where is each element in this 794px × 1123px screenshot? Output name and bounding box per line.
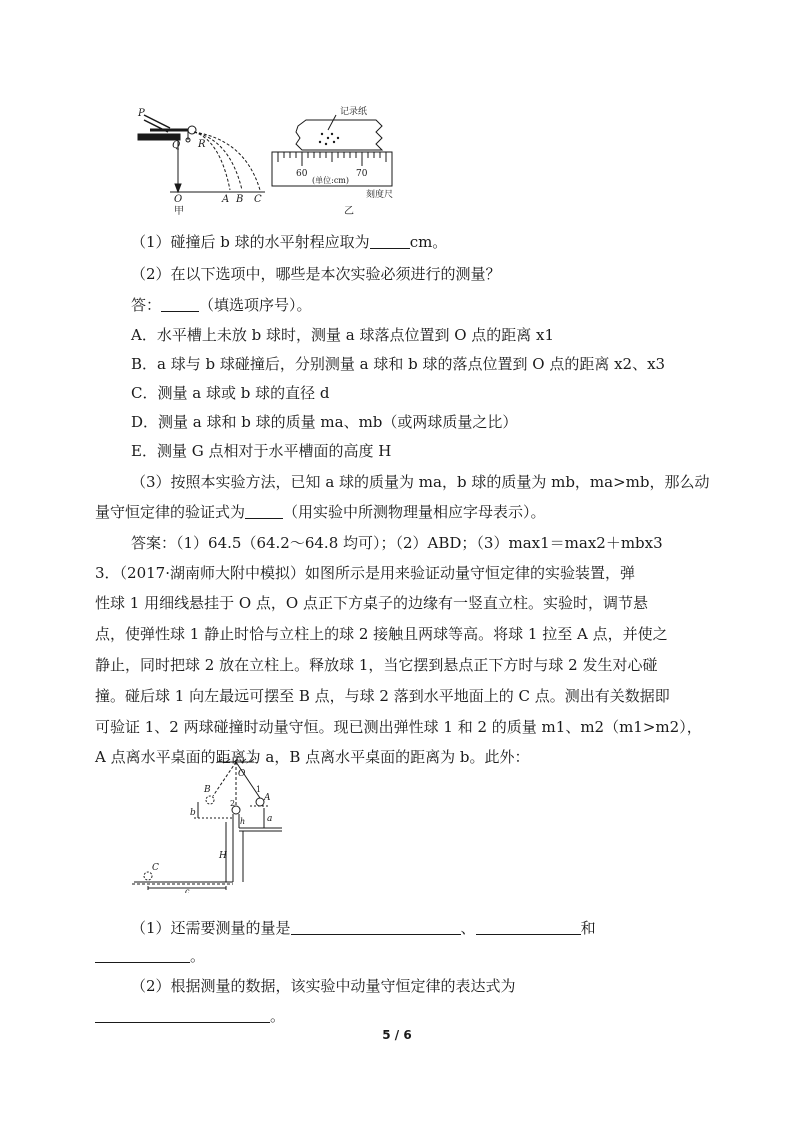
label-O: O — [174, 194, 183, 205]
problem-3-line-2: 性球 1 用细线悬挂于 O 点，O 点正下方桌子的边缘有一竖直立柱。实验时，调节悬 — [95, 594, 648, 612]
answer-blank-3[interactable] — [245, 503, 283, 519]
question-3-line1: （3）按照本实验方法，已知 a 球的质量为 ma，b 球的质量为 mb，ma>mb，那么动 — [131, 473, 710, 491]
problem-3-line-7: A 点离水平桌面的距离为 a，B 点离水平桌面的距离为 b。此外： — [95, 748, 530, 766]
option-e: E．测量 G 点相对于水平槽面的高度 H — [131, 442, 392, 460]
figure-yi — [272, 106, 393, 217]
question-2: （2）在以下选项中，哪些是本次实验必须进行的测量？ — [131, 265, 501, 283]
problem-3-line-3: 点，使弹性球 1 静止时恰与立柱上的球 2 接触且两球等高。将球 1 拉至 A 点，并使之 — [95, 625, 668, 643]
option-d: D．测量 a 球和 b 球的质量 ma、mb（或两球质量之比） — [131, 413, 518, 431]
label-C: C — [254, 194, 262, 205]
answer-blank-3-1c[interactable] — [95, 947, 190, 963]
label-C: C — [152, 863, 159, 873]
ruler-tick-60: 60 — [296, 169, 308, 179]
label-h: h — [240, 817, 246, 826]
figure-pendulum — [130, 758, 290, 893]
question-3-1-cont: 。 — [95, 946, 205, 966]
ruler-ticks — [278, 152, 386, 166]
label-ruler: 刻度尺 — [366, 190, 394, 200]
caption-yi: 乙 — [344, 206, 354, 217]
answer-blank-1[interactable] — [370, 233, 410, 249]
label-c: c — [185, 887, 190, 893]
answer-line-2: 答： （填选项序号）。 — [131, 296, 312, 314]
problem-3-line-5: 撞。碰后球 1 向左最远可摆至 B 点，与球 2 落到水平地面上的 C 点。测出有关数据即 — [95, 687, 670, 705]
answer-key: 答案：（1）64.5（64.2～64.8 均可）；（2）ABD；（3）max1＝max2＋mbx3 — [131, 534, 663, 552]
figure-apparatus-top — [130, 100, 420, 225]
option-c: C．测量 a 球或 b 球的直径 d — [131, 384, 330, 402]
caption-jia: 甲 — [174, 206, 184, 217]
label-B: B — [204, 785, 211, 795]
question-3-line2: 量守恒定律的验证式为 （用实验中所测物理量相应字母表示）。 — [95, 503, 546, 521]
answer-blank-3-1b[interactable] — [476, 919, 581, 935]
figure-jia — [137, 108, 265, 217]
label-ball-2: 2 — [230, 799, 236, 808]
label-R: R — [198, 139, 206, 150]
label-A: A — [264, 793, 271, 803]
label-Q: Q — [172, 140, 181, 151]
question-1: （1）碰撞后 b 球的水平射程应取为 cm。 — [131, 233, 448, 251]
label-a: a — [267, 814, 273, 824]
question-3-2: （2）根据测量的数据，该实验中动量守恒定律的表达式为 — [131, 977, 516, 995]
page-number: 5 / 6 — [382, 1028, 412, 1042]
question-3-1: （1）还需要测量的量是 、 和 — [131, 919, 596, 937]
answer-blank-2[interactable] — [161, 296, 199, 312]
label-ball-1: 1 — [256, 785, 262, 794]
option-b: B．a 球与 b 球碰撞后，分别测量 a 球和 b 球的落点位置到 O 点的距离 x2、x3 — [131, 355, 666, 373]
question-3-2-cont: 。 — [95, 1006, 285, 1026]
ruler-unit: (单位:cm) — [312, 176, 350, 185]
problem-3-line-4: 静止，同时把球 2 放在立柱上。释放球 1，当它摆到悬点正下方时与球 2 发生对心碰 — [95, 656, 658, 674]
problem-3-line-1: 3．（2017·湖南师大附中模拟）如图所示是用来验证动量守恒定律的实验装置，弹 — [95, 564, 635, 582]
answer-blank-3-1a[interactable] — [291, 919, 461, 935]
problem-3-line-6: 可验证 1、2 两球碰撞时动量守恒。现已测出弹性球 1 和 2 的质量 m1、m2（m1>m2）， — [95, 718, 702, 736]
label-A: A — [222, 194, 230, 205]
label-B: B — [236, 194, 244, 205]
ruler-tick-70: 70 — [356, 169, 368, 179]
label-H: H — [219, 851, 227, 861]
label-record-paper: 记录纸 — [340, 107, 368, 117]
label-O: O — [238, 769, 246, 779]
answer-blank-3-2[interactable] — [95, 1007, 270, 1023]
label-P: P — [138, 108, 145, 119]
option-a: A．水平槽上未放 b 球时，测量 a 球落点位置到 O 点的距离 x1 — [131, 326, 555, 344]
label-b: b — [190, 808, 196, 818]
